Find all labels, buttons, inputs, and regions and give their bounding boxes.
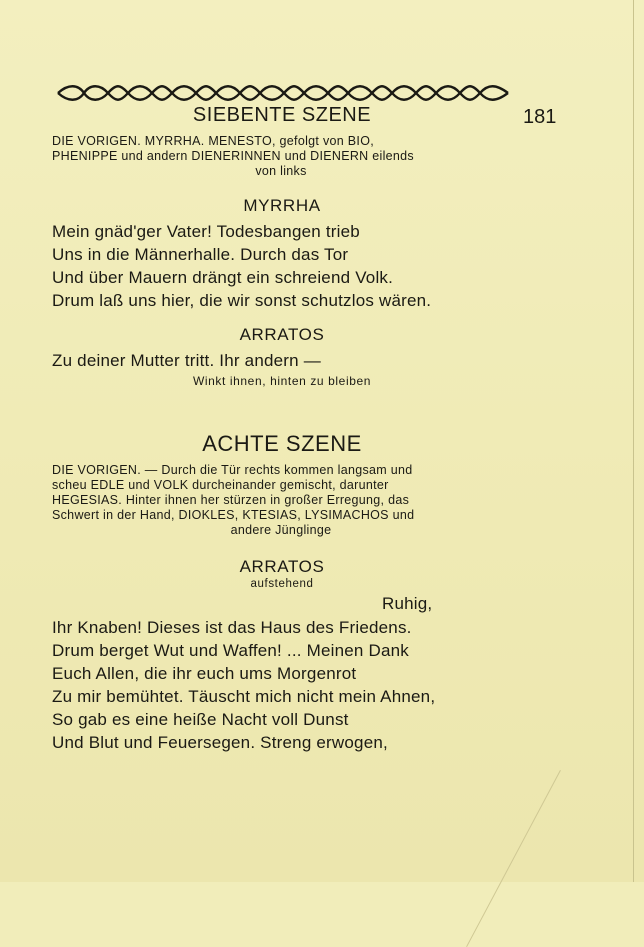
stage-line: DIE VORIGEN. MYRRHA. MENESTO, gefolgt von BIO,: [52, 134, 374, 148]
stage-line: HEGESIAS. Hinter ihnen her stürzen in großer Erregung, das: [52, 493, 410, 507]
stage-line: DIE VORIGEN. — Durch die Tür rechts kommen langsam und: [52, 463, 413, 477]
speaker-arratos: ARRATOS: [239, 557, 325, 576]
speaker-myrrha: MYRRHA: [243, 196, 321, 215]
verse-line: Und Blut und Feuersegen. Streng erwogen,: [52, 733, 388, 752]
stage-direction-scene7: [52, 134, 510, 179]
verse-line: Und über Mauern drängt ein schreiend Volk.: [52, 268, 394, 287]
ornamental-border: [56, 82, 510, 104]
stage-line: von links: [255, 164, 307, 178]
speaker-arratos: ARRATOS: [239, 325, 325, 344]
verse-line: Uns in die Männerhalle. Durch das Tor: [52, 245, 349, 264]
stage-line: andere Jünglinge: [230, 523, 332, 537]
page-number: 181: [523, 106, 557, 128]
scene-title-siebente: SIEBENTE SZENE: [192, 104, 372, 126]
stage-line: scheu EDLE und VOLK durcheinander gemischt, darunter: [52, 478, 389, 492]
verse-line: Drum berget Wut und Waffen! ... Meinen Dank: [52, 641, 409, 660]
verse-line: Zu mir bemühtet. Täuscht mich nicht mein Ahnen,: [52, 687, 436, 706]
stage-direction: aufstehend: [250, 578, 314, 590]
stage-direction-scene8: [52, 463, 510, 538]
verse-line: Ihr Knaben! Dieses ist das Haus des Friedens.: [52, 618, 412, 637]
stage-direction: Winkt ihnen, hinten zu bleiben: [192, 374, 372, 388]
page-edge: [633, 0, 634, 882]
scene-title-achte: ACHTE SZENE: [202, 431, 362, 456]
verse-line: Zu deiner Mutter tritt. Ihr andern —: [52, 351, 321, 370]
page-fold-line: [466, 770, 561, 947]
verse-line: Ruhig,: [382, 594, 433, 613]
stage-line: PHENIPPE und andern DIENERINNEN und DIENERN eilends: [52, 149, 414, 163]
stage-line: Schwert in der Hand, DIOKLES, KTESIAS, LYSIMACHOS und: [52, 508, 415, 522]
verse-line: Drum laß uns hier, die wir sonst schutzlos wären.: [52, 291, 432, 310]
verse-line: Mein gnäd'ger Vater! Todesbangen trieb: [52, 222, 360, 241]
verse-line: So gab es eine heiße Nacht voll Dunst: [52, 710, 349, 729]
verse-line: Euch Allen, die ihr euch ums Morgenrot: [52, 664, 357, 683]
